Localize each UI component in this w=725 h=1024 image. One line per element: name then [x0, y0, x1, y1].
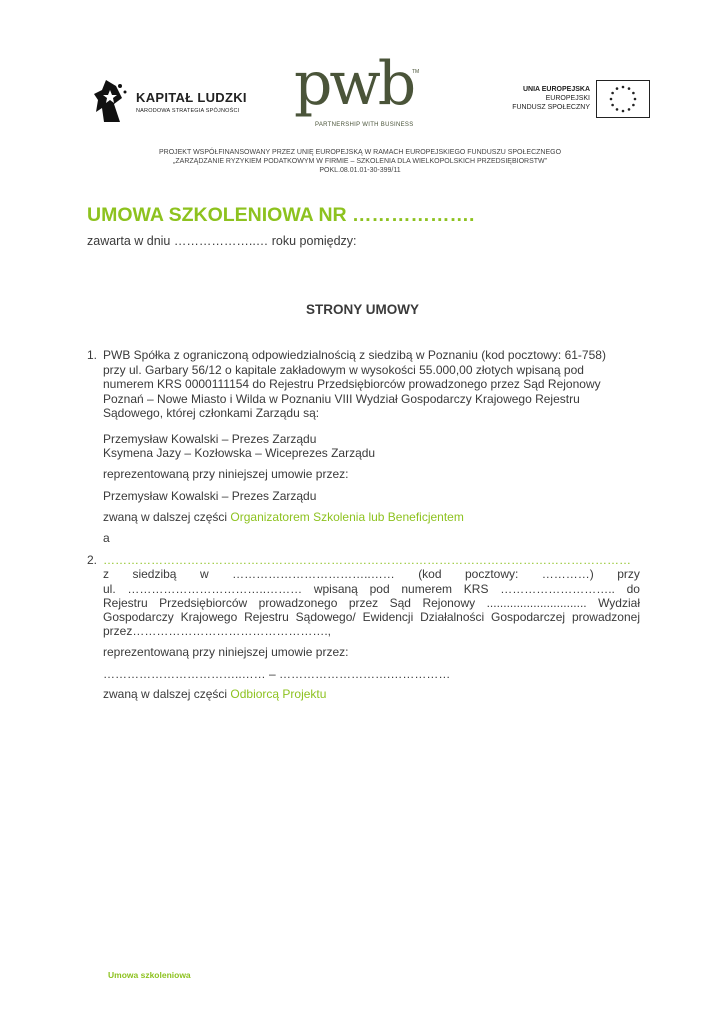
party-2-description	[103, 553, 640, 639]
party-2-name-field: ……………………………………………………………………………………………………………………	[103, 553, 631, 567]
designation-role: Odbiorcą Projektu	[230, 687, 327, 701]
eu-logo	[500, 80, 650, 120]
project-info	[80, 148, 640, 175]
representation-label: reprezentowaną przy niniejszej umowie przez:	[103, 467, 349, 481]
party-1-line: numerem KRS 0000111154 do Rejestru Przedsiębiorców prowadzonego przez Sąd Rejonowy	[103, 377, 601, 391]
party-2-line-3	[103, 582, 640, 596]
kapital-ludzki-subtitle: NARODOWA STRATEGIA SPÓJNOŚCI	[136, 108, 240, 114]
page-footer: Umowa szkoleniowa	[108, 970, 191, 980]
word: wpisaną	[313, 581, 358, 596]
party-1-line: Poznań – Nowe Miasto i Wilda w Poznaniu VIII Wydział Gospodarczy Krajowego Rejestru	[103, 391, 580, 406]
word: siedzibą	[132, 567, 177, 582]
kapital-ludzki-logo	[92, 78, 262, 128]
word: Rejestru	[244, 610, 289, 625]
word: Działalności	[420, 610, 485, 625]
word: ul.	[103, 581, 116, 596]
party-1-line: Sądowego, której członkami Zarządu są:	[103, 406, 320, 420]
eu-text	[512, 85, 590, 112]
kapital-ludzki-title: KAPITAŁ LUDZKI	[136, 90, 247, 105]
word: KRS	[463, 581, 489, 596]
word: w	[199, 567, 209, 582]
word: Krajowego	[180, 610, 238, 625]
project-line-1: PROJEKT WSPÓŁFINANSOWANY PRZEZ UNIĘ EUROPEJSKĄ W RAMACH EUROPEJSKIEGO FUNDUSZU SPOŁECZNEGO	[158, 149, 562, 156]
project-line-3: POKL.08.01.01-30-399/11	[319, 167, 401, 174]
designation-text: zwaną w dalszej części	[103, 510, 231, 524]
eu-line-3: FUNDUSZ SPOŁECZNY	[512, 104, 590, 111]
word: Gospodarczy	[103, 610, 174, 625]
board-member-2: Ksymena Jazy – Kozłowska – Wiceprezes Zarządu	[103, 446, 376, 460]
word: numerem	[401, 581, 453, 596]
word: Rejestru	[103, 595, 148, 610]
word: (kod	[418, 567, 442, 582]
word: pod	[369, 581, 390, 596]
pwb-trademark: TM	[412, 69, 420, 75]
word: Ewidencji	[362, 610, 414, 625]
word: ……………………………..……	[232, 567, 395, 582]
contract-date-line: zawarta w dniu ………………..… roku pomiędzy:	[87, 234, 357, 248]
list-number: 2.	[87, 553, 98, 567]
representation-label-2: reprezentowaną przy niniejszej umowie przez:	[103, 645, 349, 659]
representative-field: ……………………………..…… – ……………………….……………	[103, 667, 451, 681]
word: Sąd	[389, 595, 411, 610]
designation-text: zwaną w dalszej części	[103, 687, 231, 701]
board-member-1: Przemysław Kowalski – Prezes Zarządu	[103, 432, 317, 446]
word: przy	[617, 567, 640, 582]
word: Przedsiębiorców	[159, 595, 248, 610]
word: Rejonowy	[422, 595, 476, 610]
party-1-designation	[103, 510, 464, 524]
logo-header	[0, 49, 725, 140]
word: z	[103, 567, 109, 582]
party-2-line-4	[103, 596, 640, 610]
conjunction: a	[103, 531, 110, 545]
eu-flag-icon	[596, 80, 650, 118]
designation-role: Organizatorem Szkolenia lub Beneficjentem	[230, 510, 464, 524]
pwb-wordmark: pwb	[294, 49, 414, 119]
list-number: 1.	[87, 348, 98, 362]
kapital-ludzki-emblem-icon	[92, 78, 132, 126]
word: Sądowego/	[295, 610, 356, 625]
word: do	[626, 581, 640, 596]
party-1-line: przy ul. Garbary 56/12 o kapitale zakładowym w wysokości 55.000,00 złotych wpisaną pod	[103, 362, 584, 377]
word: przez	[348, 595, 379, 610]
word: Wydział	[598, 595, 640, 610]
word: ..............................	[486, 595, 587, 610]
party-1-line: PWB Spółka z ograniczoną odpowiedzialnością z siedzibą w Poznaniu (kod pocztowy: 61-758)	[103, 348, 606, 362]
word: …………)	[541, 567, 594, 582]
word: prowadzonego	[258, 595, 338, 610]
eu-line-1: UNIA EUROPEJSKA	[522, 86, 590, 93]
word: Gospodarczej	[491, 610, 566, 625]
section-heading: STRONY UMOWY	[305, 302, 419, 317]
pwb-logo	[290, 49, 430, 140]
word: ……………………………..………	[127, 581, 303, 596]
representative-name: Przemysław Kowalski – Prezes Zarządu	[103, 489, 317, 503]
word: ………………………..	[500, 581, 615, 596]
eu-line-2: EUROPEJSKI	[545, 95, 590, 102]
pwb-tagline: PARTNERSHIP WITH BUSINESS	[315, 122, 414, 128]
party-2-designation	[103, 687, 326, 701]
party-2-line-6: przez………………………………………….,	[103, 624, 332, 639]
document-title: UMOWA SZKOLENIOWA NR ……………….	[87, 204, 475, 226]
party-2-line-2	[103, 567, 640, 581]
party-2-line-5	[103, 610, 640, 624]
project-line-2: „ZARZĄDZANIE RYZYKIEM PODATKOWYM W FIRMIE – SZKOLENIA DLA WIELKOPOLSKICH PRZEDSIĘBIORSTW”	[173, 158, 547, 165]
word: prowadzonej	[571, 610, 640, 625]
word: pocztowy:	[464, 567, 519, 582]
party-1-description	[103, 348, 633, 421]
